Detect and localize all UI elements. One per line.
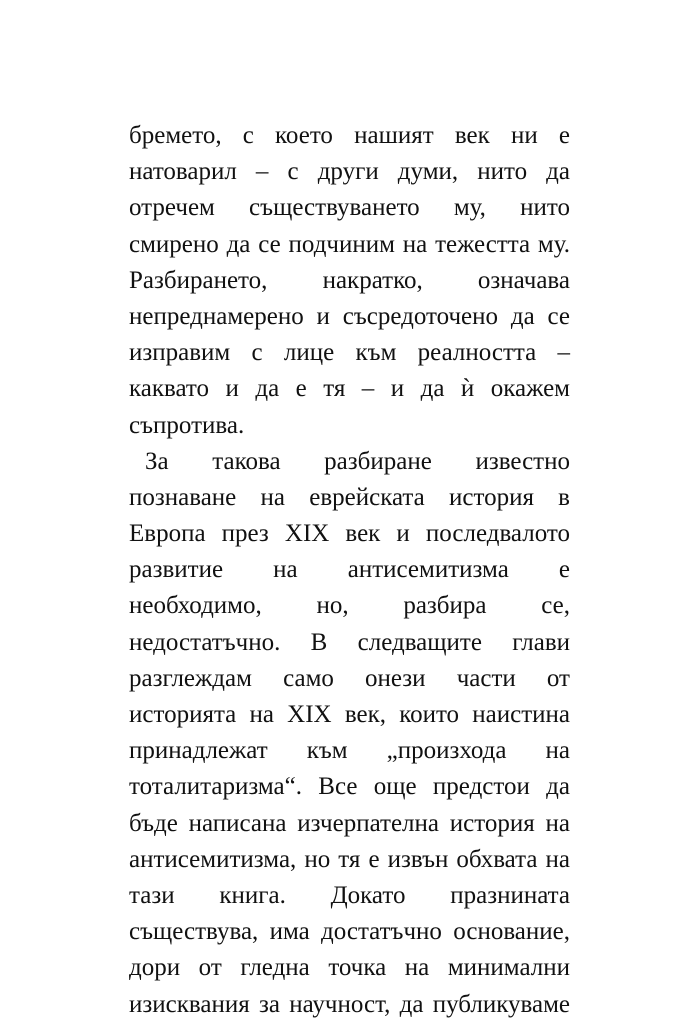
text-line: Европа през XIX век и последвалото: [129, 520, 570, 548]
text-line: непреднамерено и съсредоточено да се: [129, 302, 570, 330]
text-line: изисквания за научност, да публикуваме: [129, 990, 570, 1018]
text-line: тази книга. Докато празнината: [129, 881, 570, 909]
text-line: развитие на антисемитизма е: [129, 556, 570, 584]
text-line: принадлежат към „произхода на: [129, 737, 570, 765]
text-line: смирено да се подчиним на тежестта му.: [129, 230, 570, 258]
text-line: антисемитизма, но тя е извън обхвата на: [129, 845, 570, 873]
text-line: изправим с лице към реалността –: [129, 339, 570, 367]
page-body-text: [129, 118, 570, 1023]
text-line: каквато и да е тя – и да ѝ окажем: [129, 375, 570, 403]
text-line: познаване на еврейската история в: [129, 483, 570, 511]
text-line: историята на XIX век, които наистина: [129, 701, 570, 728]
text-line: съпротива.: [129, 411, 245, 439]
text-line: За такова разбиране известно: [145, 447, 570, 475]
text-line: Разбирането, накратко, означава: [129, 266, 570, 294]
text-line: тоталитаризма“. Все още предстои да: [129, 773, 570, 801]
text-line: бъде написана изчерпателна история на: [129, 809, 570, 837]
text-line: необходимо, но, разбира се,: [129, 592, 570, 620]
text-line: натоварил – с други думи, нито да: [129, 158, 570, 186]
text-line: недостатъчно. В следващите глави: [129, 628, 570, 656]
text-line: дори от гледна точка на минимални: [129, 954, 570, 982]
text-line: съществува, има достатъчно основание,: [129, 918, 570, 946]
text-line: разглеждам само онези части от: [129, 664, 570, 692]
text-line: бремето, с което нашият век ни е: [129, 122, 570, 149]
text-line: отречем съществуването му, нито: [129, 194, 570, 222]
